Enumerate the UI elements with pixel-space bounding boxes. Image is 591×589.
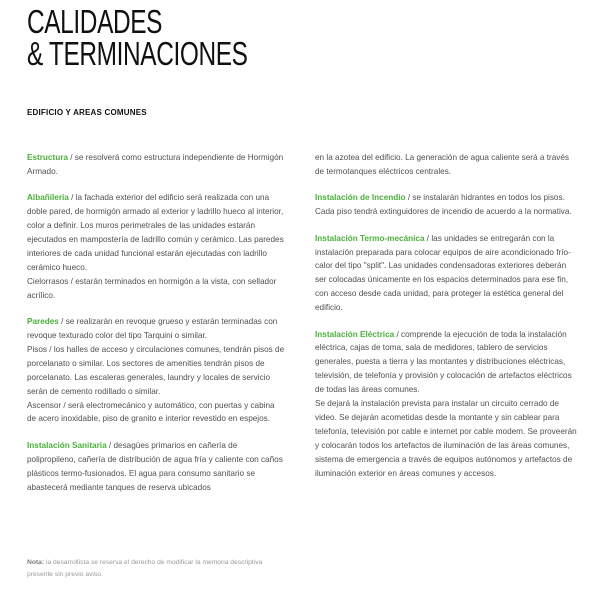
spec-label: Paredes (27, 317, 59, 327)
spec-paragraph: Albañilería / la fachada exterior del edificio será realizada con una doble pared, de hormigón armado al exterior y ladrillo hueco al interior, color a definir. Los muros perimetrales de las unidades estarán ejecutados en mampostería de ladrillo común y cerámico. Las paredes interiores de cada unidad funcional estarán ejecutadas con ladrillo cerámico hueco. (27, 193, 284, 272)
spec-section-instalacion-termo-mecanica (315, 232, 577, 315)
spec-label: Instalación Termo-mecánica (315, 233, 425, 243)
spec-paragraph (27, 275, 285, 303)
disclaimer-note (27, 557, 277, 580)
spec-section-paredes (27, 315, 285, 426)
spec-label: Albañilería (27, 193, 69, 203)
spec-section-albanileria (27, 191, 285, 302)
spec-text: en la azotea del edificio. La generación de agua caliente será a través de termotanques eléctricos centrales. (315, 153, 569, 176)
spec-text: Se dejará la instalación prevista para instalar un circuito cerrado de video. Se dejarán acometidas desde la montante y sin cablear para telefonía, televisión por cable e internet por cable modem. Se proveerán y colocarán todos los artefactos de iluminación de las áreas comunes, sistema de emergencia a través de equipos autónomos y artefactos de iluminación exterior en áreas comunes y accesos. (315, 399, 577, 478)
spec-paragraph: Instalación Termo-mecánica / las unidades se entregarán con la instalación preparada para colocar equipos de aire acondicionado frío-calor del tipo "split". Las unidades condensadoras exteriores deberán ser colocadas únicamente en los espacios determinados para ese fin, con acceso desde cada unidad, para proteger la estética general del edificio. (315, 233, 571, 313)
spec-label: Instalación Eléctrica (315, 329, 395, 339)
spec-section-continuation (315, 151, 577, 179)
right-column (315, 151, 577, 493)
spec-paragraph: Instalación Eléctrica / comprende la ejecución de toda la instalación eléctrica, cajas de toma, sala de medidores, tablero de servicios generales, puesta a tierra y las montantes y distribuciones eléctricas, televisión, de telefonía y provisión y colocación de artefactos eléctricos de todas las áreas comunes. (315, 329, 572, 395)
spec-paragraph (315, 151, 577, 179)
left-column (27, 151, 285, 507)
section-subtitle: EDIFICIO Y AREAS COMUNES (27, 108, 147, 117)
note-text: la desarrollista se reserva el derecho de modificar la memoria descriptiva presente sin previo aviso. (27, 559, 263, 578)
note-label: Nota: (27, 559, 45, 566)
page-title-line-2: & TERMINACIONES (27, 35, 248, 72)
spec-text: comprende la ejecución de toda la instalación eléctrica, cajas de toma, sala de medidores, tablero de servicios generales, puesta a tierra y las montantes y distribuciones eléctricas, televisión, de telefonía y provisión y colocación de artefactos eléctricos de todas las áreas comunes. (315, 329, 572, 395)
spec-text: la fachada exterior del edificio será realizada con una doble pared, de hormigón armado al exterior y ladrillo hueco al interior, color a definir. Los muros perimetrales de las unidades estarán ejecutados en mampostería de ladrillo común y cerámico. Las paredes interiores de cada unidad funcional estarán ejecutadas con ladrillo cerámico hueco. (27, 193, 284, 272)
spec-section-estructura (27, 151, 285, 179)
spec-paragraph (27, 343, 285, 399)
spec-section-instalacion-de-incendio (315, 191, 577, 219)
spec-text: Cielorrasos / estarán terminados en hormigón a la vista, con sellador acrílico. (27, 276, 277, 300)
spec-text: las unidades se entregarán con la instalación preparada para colocar equipos de aire acondicionado frío-calor del tipo "split". Las unidades condensadoras exteriores deberán ser colocadas únicamente en los espacios determinados para ese fin, con acceso desde cada unidad, para proteger la estética general del edificio. (315, 233, 571, 313)
spec-text: Pisos / los halles de acceso y circulaciones comunes, tendrán pisos de porcelanato o similar. Los sectores de amenities tendrán pisos de porcelanato. Las escaleras generales, laundry y locales de servicio serán de cemento rodillado o similar. (27, 344, 285, 396)
spec-label: Estructura (27, 153, 68, 162)
spec-section-instalacion-electrica (315, 328, 577, 481)
spec-paragraph: Instalación de Incendio / se instalarán hidrantes en todos los pisos. Cada piso tendrá extinguidores de incendio de acuerdo a la normativa. (315, 193, 572, 217)
spec-label: Instalación de Incendio (315, 193, 406, 203)
page-title (27, 3, 248, 72)
spec-section-instalacion-sanitaria (27, 439, 285, 495)
spec-paragraph: Instalación Sanitaria / desagües primarios en cañería de polipropileno, cañería de distribución de agua fría y caliente con caños plásticos termo-fusionados. El agua para consumo sanitario se abastecerá mediante tanques de reserva ubicados (27, 440, 283, 492)
spec-text: se instalarán hidrantes en todos los pisos. Cada piso tendrá extinguidores de incendio de acuerdo a la normativa. (315, 193, 572, 217)
spec-text: Ascensor / será electromecánico y automático, con puertas y cabina de acero inoxidable, piso de granito e interior revestido en espejos. (27, 400, 275, 424)
page-title-line-1: CALIDADES (27, 3, 163, 40)
spec-paragraph: Paredes / se realizarán en revoque grueso y estarán terminadas con revoque texturado color del tipo Tarquini o similar. (27, 317, 278, 340)
spec-text: se realizarán en revoque grueso y estarán terminadas con revoque texturado color del tipo Tarquini o similar. (27, 317, 278, 340)
spec-paragraph (27, 399, 285, 427)
spec-paragraph: Estructura / se resolverá como estructura independiente de Hormigón Armado. (27, 153, 284, 176)
spec-label: Instalación Sanitaria (27, 440, 107, 450)
spec-text: se resolverá como estructura independiente de Hormigón Armado. (27, 153, 284, 176)
spec-text: desagües primarios en cañería de polipropileno, cañería de distribución de agua fría y caliente con caños plásticos termo-fusionados. El agua para consumo sanitario se abastecerá mediante tanques de reserva ubicados (27, 440, 283, 492)
spec-paragraph (315, 397, 577, 480)
